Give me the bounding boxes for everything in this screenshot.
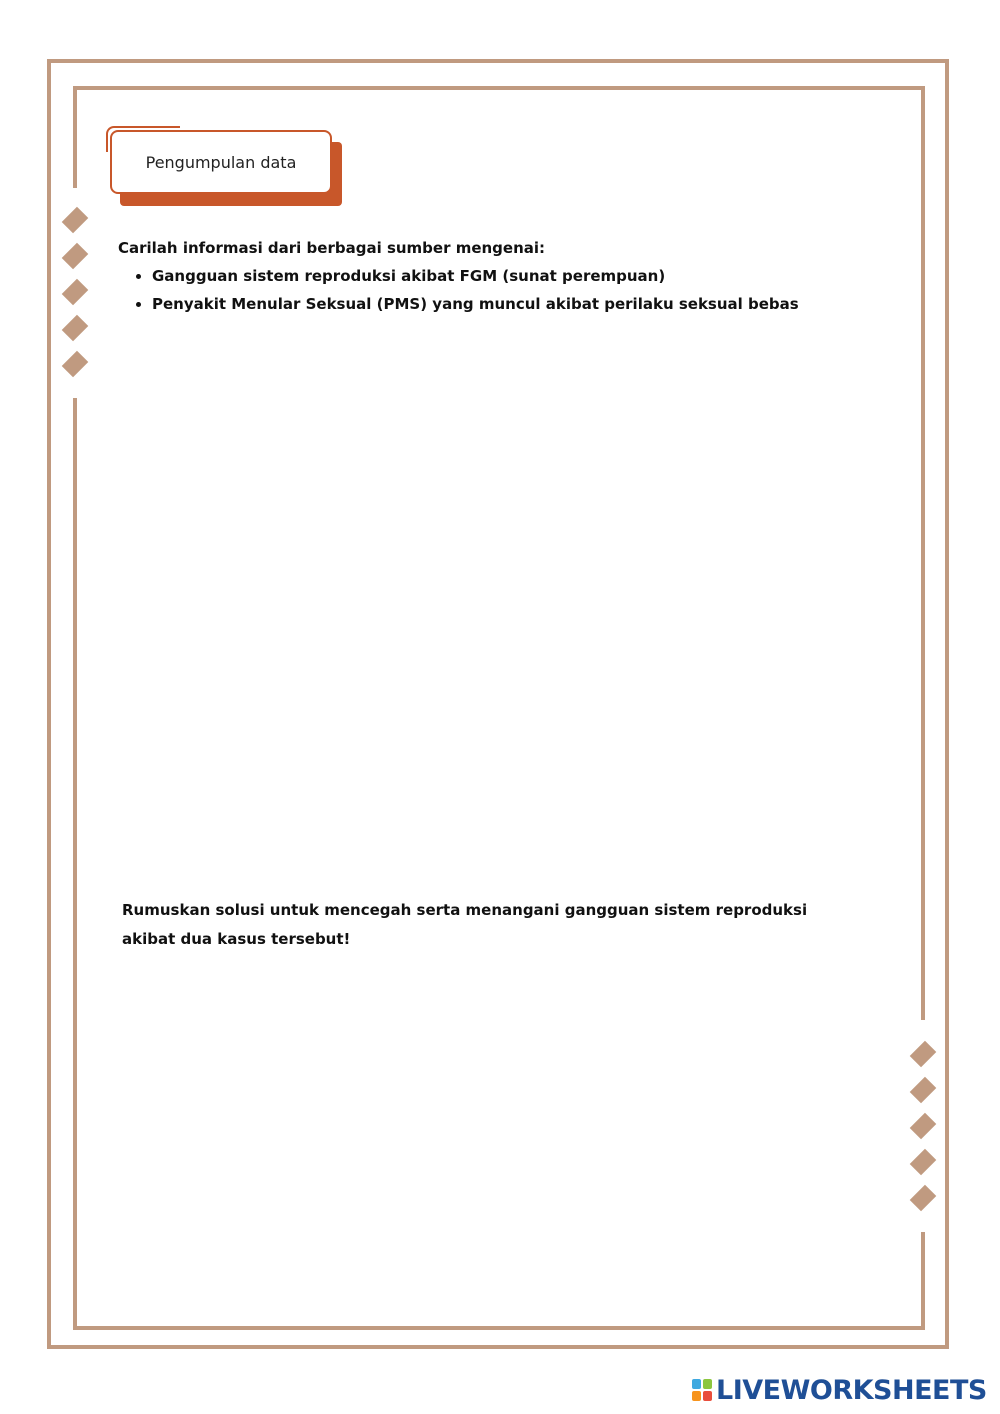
instructions-list xyxy=(118,262,878,318)
logo-icon xyxy=(692,1379,712,1401)
instructions xyxy=(118,234,878,318)
instructions-intro: Carilah informasi dari berbagai sumber mengenai: xyxy=(118,239,546,257)
section-title: Pengumpulan data xyxy=(145,152,297,172)
list-item: • Penyakit Menular Seksual (PMS) yang muncul akibat perilaku seksual bebas xyxy=(152,290,878,318)
question-text: Rumuskan solusi untuk mencegah serta menangani gangguan sistem reproduksi akibat dua kasus tersebut! xyxy=(122,901,808,948)
liveworksheets-logo[interactable] xyxy=(692,1374,987,1406)
logo-text: LIVEWORKSHEETS xyxy=(716,1374,987,1406)
list-item: • Gangguan sistem reproduksi akibat FGM (sunat perempuan) xyxy=(152,262,878,290)
section-title-card xyxy=(106,126,342,208)
